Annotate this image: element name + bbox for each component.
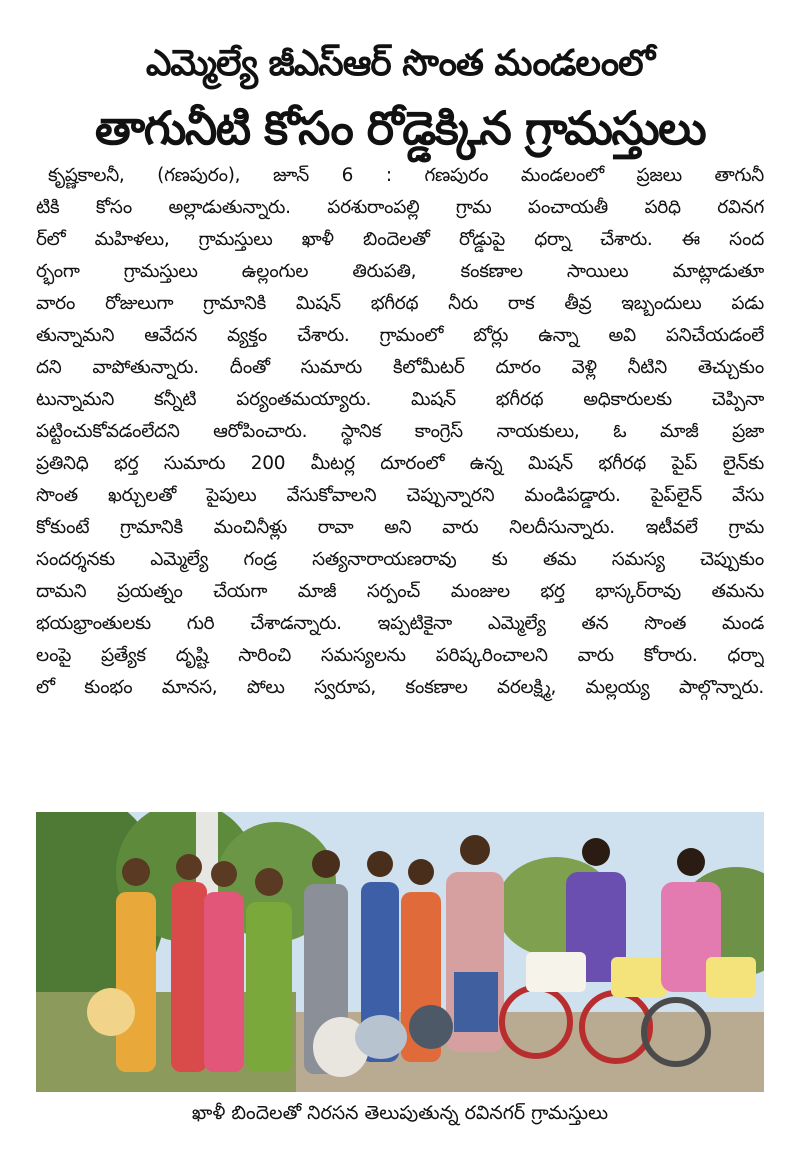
article-body bbox=[36, 160, 764, 704]
body-line: కృష్ణకాలనీ, (గణపురం), జూన్ 6 : గణపురం మండలంలో ప్రజలు తాగునీ bbox=[48, 165, 764, 186]
body-line: తున్నామని ఆవేదన వ్యక్తం చేశారు. గ్రామంలో బోర్లు ఉన్నా అవి పనిచేయడంలే bbox=[36, 325, 764, 346]
article-kicker: ఎమ్మెల్యే జీఎస్ఆర్ సొంత మండలంలో bbox=[145, 43, 655, 84]
body-line: సందర్శనకు ఎమ్మెల్యే గండ్ర సత్యనారాయణరావు కు తమ సమస్య చెప్పుకుం bbox=[36, 549, 764, 570]
article-headline: తాగునీటి కోసం రోడ్డెక్కిన గ్రామస్తులు bbox=[94, 101, 706, 155]
photo-caption: ఖాళీ బిందెలతో నిరసన తెలుపుతున్న రవినగర్ గ్రామస్తులు bbox=[191, 1102, 609, 1124]
body-line: లంపై ప్రత్యేక దృష్టి సారించి సమస్యలను పరిష్కరించాలని వారు కోరారు. ధర్నా bbox=[36, 645, 764, 666]
body-line: సొంత ఖర్చులతో పైపులు వేసుకోవాలని చెప్పున్నారని మండిపడ్డారు. పైప్‌లైన్ వేసు bbox=[36, 485, 764, 506]
body-line: ర్భంగా గ్రామస్తులు ఉల్లంగుల తిరుపతి, కంకణాల సాయిలు మాట్లాడుతూ bbox=[36, 261, 764, 282]
body-line: టికి కోసం అల్లాడుతున్నారు. పరశురాంపల్లి గ్రామ పంచాయతీ పరిధి రవినగ bbox=[36, 197, 764, 218]
body-line: పట్టించుకోవడంలేదని ఆరోపించారు. స్థానిక కాంగ్రెస్ నాయకులు, ఓ మాజీ ప్రజా bbox=[36, 421, 764, 442]
body-line: టున్నామని కన్నీటి పర్యంతమయ్యారు. మిషన్ భగీరథ అధికారులకు చెప్పినా bbox=[36, 389, 764, 410]
body-line: ర్‌లో మహిళలు, గ్రామస్తులు ఖాళీ బిందెలతో రోడ్డుపై ధర్నా చేశారు. ఈ సంద bbox=[36, 229, 764, 250]
body-line: లో కుంభం మానస, పోలు స్వరూప, కంకణాల వరలక్ష్మి, మల్లయ్య పాల్గొన్నారు. bbox=[36, 677, 764, 698]
body-line: ప్రతినిధి భర్త సుమారు 200 మీటర్ల దూరంలో ఉన్న మిషన్ భగీరథ పైప్ లైన్‌కు bbox=[36, 453, 764, 474]
body-line: వారం రోజులుగా గ్రామానికి మిషన్ భగీరథ నీరు రాక తీవ్ర ఇబ్బందులు పడు bbox=[36, 293, 764, 314]
body-line: దని వాపోతున్నారు. దీంతో సుమారు కిలోమీటర్ దూరం వెళ్లి నీటిని తెచ్చుకుం bbox=[36, 357, 764, 378]
body-line: దామని ప్రయత్నం చేయగా మాజీ సర్పంచ్ మంజుల భర్త భాస్కర్‌రావు తమను bbox=[36, 581, 764, 602]
news-photo bbox=[36, 812, 764, 1092]
body-line: భయభ్రాంతులకు గురి చేశాడన్నారు. ఇప్పటికైనా ఎమ్మెల్యే తన సొంత మండ bbox=[36, 613, 764, 634]
body-line: కోకుంటే గ్రామానికి మంచినీళ్లు రావా అని వారు నిలదీసున్నారు. ఇటీవలే గ్రామ bbox=[36, 517, 764, 538]
protest-photo-illustration bbox=[36, 812, 764, 1092]
